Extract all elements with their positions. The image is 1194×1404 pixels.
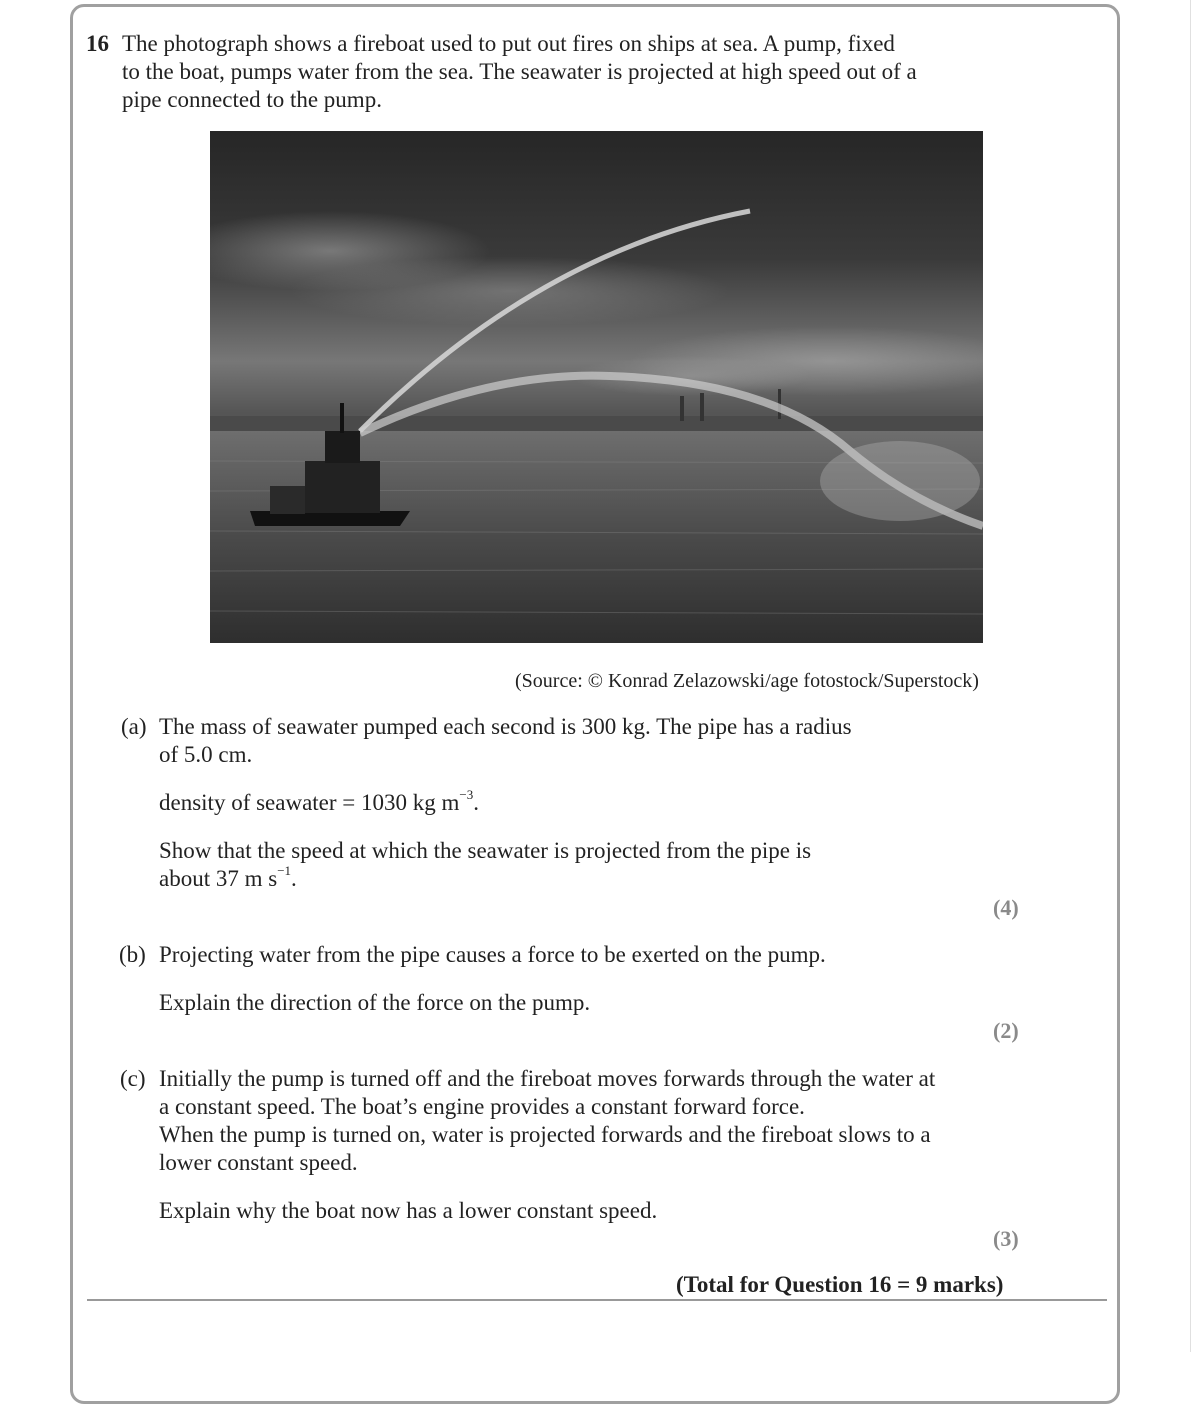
right-edge-rule [1190,0,1191,1352]
part-c-label: (c) [120,1066,146,1091]
part-c-line-1: Initially the pump is turned off and the fireboat moves forwards through the water at [159,1066,936,1091]
part-b-label: (b) [119,942,146,967]
part-a-label: (a) [121,714,147,739]
speed-exponent: −1 [277,863,292,878]
bottom-rule [87,1299,1107,1301]
show-that-line-1: Show that the speed at which the seawater is projected from the pipe is [159,838,812,863]
fireboat-photo [210,131,983,643]
show-text: about 37 m s [159,866,278,891]
show-end: . [291,866,297,891]
photo-source: (Source: © Konrad Zelazowski/age fotostock/Superstock) [515,670,979,692]
density-end: . [473,790,479,815]
part-c-line-4: lower constant speed. [159,1150,358,1175]
part-c-explain: Explain why the boat now has a lower constant speed. [159,1198,658,1223]
density-statement [159,789,479,817]
show-that-line-2 [159,865,297,893]
part-b-line-1: Projecting water from the pipe causes a force to be exerted on the pump. [159,942,826,967]
part-a-line-2: of 5.0 cm. [159,742,253,767]
density-exponent: −3 [459,787,474,802]
part-c-marks: (3) [993,1226,1019,1251]
question-number: 16 [86,31,109,56]
part-b-line-2: Explain the direction of the force on the pump. [159,990,591,1015]
part-a-marks: (4) [993,895,1019,920]
intro-line-2: to the boat, pumps water from the sea. The seawater is projected at high speed out of a [122,59,917,84]
part-c-line-3: When the pump is turned on, water is projected forwards and the fireboat slows to a [159,1122,931,1147]
question-total: (Total for Question 16 = 9 marks) [676,1272,1004,1297]
part-a-line-1: The mass of seawater pumped each second is 300 kg. The pipe has a radius [159,714,852,739]
part-c-line-2: a constant speed. The boat’s engine provides a constant forward force. [159,1094,805,1119]
density-text: density of seawater = 1030 kg m [159,790,460,815]
intro-line-1: The photograph shows a fireboat used to put out fires on ships at sea. A pump, fixed [122,31,895,56]
intro-line-3: pipe connected to the pump. [122,87,382,112]
part-b-marks: (2) [993,1018,1019,1043]
